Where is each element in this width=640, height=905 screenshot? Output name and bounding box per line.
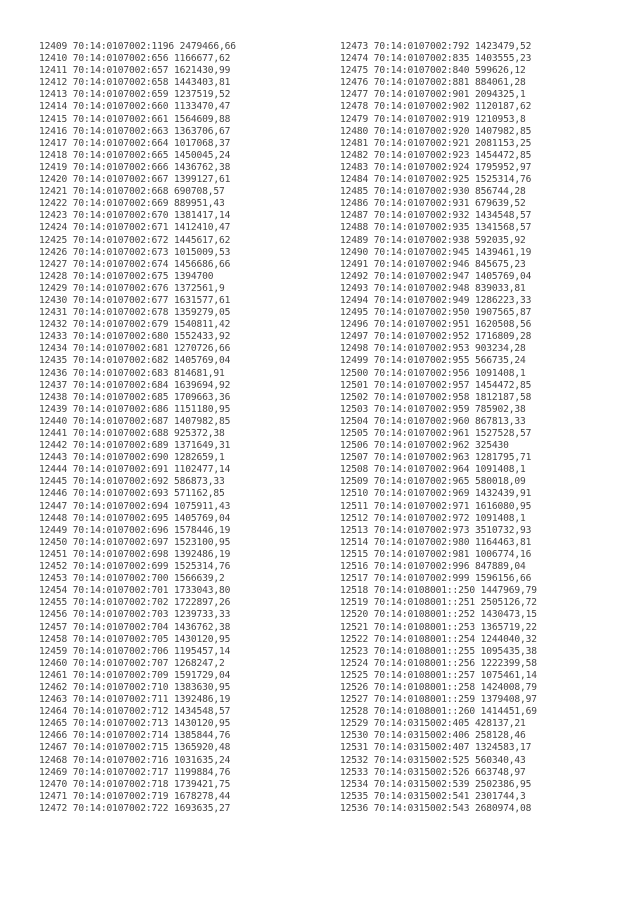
- record-row: 12511 70:14:0107002:971 1616080,95: [340, 500, 532, 512]
- record-row: 12488 70:14:0107002:935 1341568,57: [340, 222, 532, 234]
- record-row: 12425 70:14:0107002:672 1445617,62: [39, 234, 231, 246]
- record-row: 12523 70:14:0108001::255 1095435,38: [340, 645, 537, 657]
- record-row: 12500 70:14:0107002:956 1091408,1: [340, 367, 526, 379]
- right-column-list: [340, 41, 537, 815]
- record-row: 12466 70:14:0107002:714 1385844,76: [39, 730, 231, 742]
- record-row: 12505 70:14:0107002:961 1527528,57: [340, 428, 532, 439]
- record-row: 12411 70:14:0107002:657 1621430,99: [39, 65, 231, 77]
- record-row: 12516 70:14:0107002:996 847889,04: [340, 561, 526, 573]
- record-row: 12492 70:14:0107002:947 1405769,04: [340, 270, 532, 282]
- record-row: 12456 70:14:0107002:703 1239733,33: [39, 609, 231, 621]
- record-row: 12417 70:14:0107002:664 1017068,37: [39, 137, 231, 149]
- record-row: 12451 70:14:0107002:698 1392486,19: [39, 548, 231, 560]
- record-row: 12507 70:14:0107002:963 1281795,71: [340, 452, 532, 464]
- record-row: 12518 70:14:0108001::250 1447969,79: [340, 585, 537, 597]
- record-row: 12422 70:14:0107002:669 889951,43: [39, 198, 225, 210]
- record-row: 12502 70:14:0107002:958 1812187,58: [340, 391, 532, 403]
- record-row: 12442 70:14:0107002:689 1371649,31: [39, 440, 231, 452]
- record-row: 12508 70:14:0107002:964 1091408,1: [340, 464, 526, 476]
- record-row: 12470 70:14:0107002:718 1739421,75: [39, 778, 231, 790]
- record-row: 12421 70:14:0107002:668 690708,57: [39, 186, 225, 198]
- record-row: 12496 70:14:0107002:951 1620508,56: [340, 319, 532, 331]
- record-row: 12510 70:14:0107002:969 1432439,91: [340, 488, 532, 500]
- record-row: 12439 70:14:0107002:686 1151180,95: [39, 403, 231, 415]
- record-row: 12446 70:14:0107002:693 571162,85: [39, 488, 225, 500]
- record-row: 12471 70:14:0107002:719 1678278,44: [39, 790, 231, 802]
- record-row: 12480 70:14:0107002:920 1407982,85: [340, 125, 532, 137]
- record-row: 12458 70:14:0107002:705 1430120,95: [39, 633, 231, 645]
- record-row: 12477 70:14:0107002:901 2094325,1: [340, 89, 526, 101]
- record-row: 12524 70:14:0108001::256 1222399,58: [340, 657, 537, 669]
- record-row: 12431 70:14:0107002:678 1359279,05: [39, 307, 231, 319]
- record-row: 12424 70:14:0107002:671 1412410,47: [39, 222, 231, 234]
- record-row: 12490 70:14:0107002:945 1439461,19: [340, 246, 532, 258]
- record-row: 12438 70:14:0107002:685 1709663,36: [39, 391, 231, 403]
- record-row: 12465 70:14:0107002:713 1430120,95: [39, 718, 231, 730]
- record-row: 12532 70:14:0315002:525 560340,43: [340, 754, 526, 766]
- record-row: 12484 70:14:0107002:925 1525314,76: [340, 174, 532, 186]
- record-row: 12464 70:14:0107002:712 1434548,57: [39, 706, 231, 718]
- record-row: 12479 70:14:0107002:919 1210953,8: [340, 113, 526, 125]
- record-row: 12535 70:14:0315002:541 2301744,3: [340, 790, 526, 802]
- record-row: 12467 70:14:0107002:715 1365920,48: [39, 742, 231, 754]
- record-row: 12445 70:14:0107002:692 586873,33: [39, 476, 225, 488]
- record-row: 12453 70:14:0107002:700 1566639,2: [39, 573, 225, 585]
- record-row: 12503 70:14:0107002:959 785902,38: [340, 403, 526, 415]
- record-row: 12531 70:14:0315002:407 1324583,17: [340, 742, 532, 754]
- record-row: 12494 70:14:0107002:949 1286223,33: [340, 294, 532, 306]
- record-row: 12498 70:14:0107002:953 903234,28: [340, 343, 526, 355]
- record-row: 12525 70:14:0108001::257 1075461,14: [340, 669, 537, 681]
- record-row: 12457 70:14:0107002:704 1436762,38: [39, 621, 231, 633]
- record-row: 12419 70:14:0107002:666 1436762,38: [39, 161, 231, 173]
- record-row: 12530 70:14:0315002:406 258128,46: [340, 730, 526, 742]
- record-row: 12512 70:14:0107002:972 1091408,1: [340, 512, 526, 524]
- record-row: 12475 70:14:0107002:840 599626,12: [340, 65, 526, 77]
- record-row: 12410 70:14:0107002:656 1166677,62: [39, 53, 231, 65]
- record-row: 12462 70:14:0107002:710 1383630,95: [39, 681, 231, 693]
- record-row: 12520 70:14:0108001::252 1430473,15: [340, 609, 537, 621]
- record-row: 12534 70:14:0315002:539 2502386,95: [340, 778, 532, 790]
- record-row: 12435 70:14:0107002:682 1405769,04: [39, 355, 231, 367]
- record-row: 12495 70:14:0107002:950 1907565,87: [340, 307, 532, 319]
- record-row: 12478 70:14:0107002:902 1120187,62: [340, 101, 532, 113]
- record-row: 12443 70:14:0107002:690 1282659,1: [39, 452, 225, 464]
- record-row: 12450 70:14:0107002:697 1523100,95: [39, 536, 231, 548]
- record-row: 12497 70:14:0107002:952 1716809,28: [340, 331, 532, 343]
- record-row: 12427 70:14:0107002:674 1456686,66: [39, 258, 231, 270]
- record-row: 12469 70:14:0107002:717 1199884,76: [39, 766, 231, 778]
- record-row: 12455 70:14:0107002:702 1722897,26: [39, 597, 231, 609]
- record-row: 12463 70:14:0107002:711 1392486,19: [39, 694, 231, 706]
- record-row: 12476 70:14:0107002:881 884061,28: [340, 77, 526, 89]
- record-row: 12448 70:14:0107002:695 1405769,04: [39, 512, 231, 524]
- record-row: 12482 70:14:0107002:923 1454472,85: [340, 149, 532, 161]
- record-row: 12426 70:14:0107002:673 1015009,53: [39, 246, 231, 258]
- record-row: 12493 70:14:0107002:948 839033,81: [340, 282, 526, 294]
- record-row: 12521 70:14:0108001::253 1365719,22: [340, 621, 537, 633]
- record-row: 12434 70:14:0107002:681 1270726,66: [39, 343, 231, 355]
- record-row: 12461 70:14:0107002:709 1591729,04: [39, 669, 231, 681]
- record-row: 12418 70:14:0107002:665 1450045,24: [39, 149, 231, 161]
- record-row: 12529 70:14:0315002:405 428137,21: [340, 718, 526, 730]
- record-row: 12536 70:14:0315002:543 2680974,08: [340, 802, 532, 814]
- record-row: 12533 70:14:0315002:526 663748,97: [340, 766, 526, 778]
- record-row: 12440 70:14:0107002:687 1407982,85: [39, 415, 231, 427]
- record-row: 12486 70:14:0107002:931 679639,52: [340, 198, 526, 210]
- record-row: 12432 70:14:0107002:679 1540811,42: [39, 319, 231, 331]
- record-row: 12412 70:14:0107002:658 1443403,81: [39, 77, 231, 89]
- record-row: 12441 70:14:0107002:688 925372,38: [39, 428, 225, 439]
- record-row: 12528 70:14:0108001::260 1414451,69: [340, 706, 537, 718]
- record-row: 12499 70:14:0107002:955 566735,24: [340, 355, 526, 367]
- record-row: 12517 70:14:0107002:999 1596156,66: [340, 573, 532, 585]
- record-row: 12473 70:14:0107002:792 1423479,52: [340, 41, 532, 52]
- record-row: 12454 70:14:0107002:701 1733043,80: [39, 585, 231, 597]
- record-row: 12485 70:14:0107002:930 856744,28: [340, 186, 526, 198]
- record-row: 12459 70:14:0107002:706 1195457,14: [39, 645, 231, 657]
- record-row: 12433 70:14:0107002:680 1552433,92: [39, 331, 231, 343]
- record-row: 12509 70:14:0107002:965 580018,09: [340, 476, 526, 488]
- record-row: 12444 70:14:0107002:691 1102477,14: [39, 464, 231, 476]
- record-row: 12429 70:14:0107002:676 1372561,9: [39, 282, 225, 294]
- record-row: 12447 70:14:0107002:694 1075911,43: [39, 500, 231, 512]
- record-row: 12513 70:14:0107002:973 3510732,93: [340, 524, 532, 536]
- record-row: 12420 70:14:0107002:667 1399127,61: [39, 174, 231, 186]
- record-row: 12409 70:14:0107002:1196 2479466,66: [39, 41, 236, 52]
- record-row: 12487 70:14:0107002:932 1434548,57: [340, 210, 532, 222]
- record-row: 12449 70:14:0107002:696 1578446,19: [39, 524, 231, 536]
- record-row: 12501 70:14:0107002:957 1454472,85: [340, 379, 532, 391]
- record-row: 12514 70:14:0107002:980 1164463,81: [340, 536, 532, 548]
- record-row: 12481 70:14:0107002:921 2081153,25: [340, 137, 532, 149]
- record-row: 12522 70:14:0108001::254 1244040,32: [340, 633, 537, 645]
- record-row: 12452 70:14:0107002:699 1525314,76: [39, 561, 231, 573]
- record-row: 12527 70:14:0108001::259 1379408,97: [340, 694, 537, 706]
- record-row: 12474 70:14:0107002:835 1403555,23: [340, 53, 532, 65]
- record-row: 12460 70:14:0107002:707 1268247,2: [39, 657, 225, 669]
- record-row: 12472 70:14:0107002:722 1693635,27: [39, 802, 231, 814]
- record-row: 12483 70:14:0107002:924 1795952,97: [340, 161, 532, 173]
- left-column-list: [39, 41, 236, 815]
- record-row: 12506 70:14:0107002:962 325430: [340, 440, 509, 452]
- record-row: 12428 70:14:0107002:675 1394700: [39, 270, 214, 282]
- record-row: 12489 70:14:0107002:938 592035,92: [340, 234, 526, 246]
- record-row: 12436 70:14:0107002:683 814681,91: [39, 367, 225, 379]
- record-row: 12430 70:14:0107002:677 1631577,61: [39, 294, 231, 306]
- record-row: 12413 70:14:0107002:659 1237519,52: [39, 89, 231, 101]
- record-row: 12504 70:14:0107002:960 867813,33: [340, 415, 526, 427]
- record-row: 12416 70:14:0107002:663 1363706,67: [39, 125, 231, 137]
- record-row: 12415 70:14:0107002:661 1564609,88: [39, 113, 231, 125]
- record-row: 12526 70:14:0108001::258 1424008,79: [340, 681, 537, 693]
- record-row: 12519 70:14:0108001::251 2505126,72: [340, 597, 537, 609]
- record-row: 12423 70:14:0107002:670 1381417,14: [39, 210, 231, 222]
- record-row: 12491 70:14:0107002:946 845675,23: [340, 258, 526, 270]
- record-row: 12414 70:14:0107002:660 1133470,47: [39, 101, 231, 113]
- record-row: 12515 70:14:0107002:981 1006774,16: [340, 548, 532, 560]
- record-row: 12437 70:14:0107002:684 1639694,92: [39, 379, 231, 391]
- record-row: 12468 70:14:0107002:716 1031635,24: [39, 754, 231, 766]
